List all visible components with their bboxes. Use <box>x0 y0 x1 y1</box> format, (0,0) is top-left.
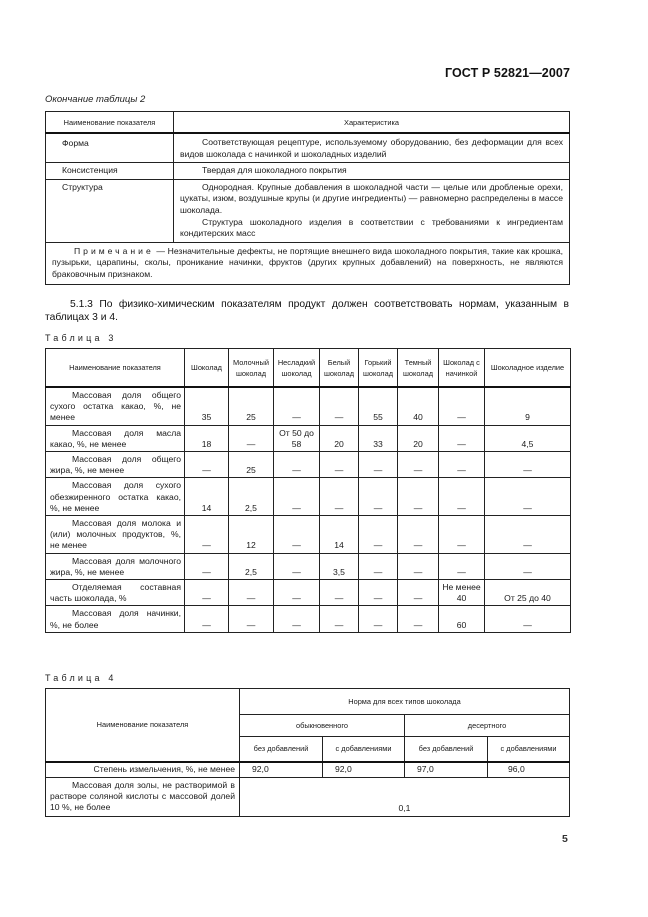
cell: — <box>485 516 571 554</box>
subcol-header: с добавлениями <box>488 737 570 762</box>
cell: — <box>439 425 485 451</box>
table4-subgroup-ordinary: обыкновенного <box>240 715 405 737</box>
subcol-header: с добавлениями <box>323 737 405 762</box>
table2-col-characteristic: Характеристика <box>174 112 570 134</box>
table-row <box>46 762 570 778</box>
cell: — <box>439 516 485 554</box>
row-name: Массовая доля сухого обезжиренного остатка какао, %, не менее <box>50 480 181 513</box>
table-row <box>46 452 571 478</box>
cell: 60 <box>439 606 485 632</box>
cell: 40 <box>398 387 439 425</box>
row-name: Массовая доля масла какао, %, не менее <box>50 427 181 449</box>
row-value-2: Структура шоколадного изделия в соответствии с требованиями к ингредиентам кондитерских масс <box>180 216 563 239</box>
cell: — <box>229 606 274 632</box>
row-name: Массовая доля начинки, %, не более <box>50 608 181 630</box>
row-value: Однородная. Крупные добавления в шоколадной части — целые или дробленые орехи, цукаты, изюм, воздушные крупы (и другие ингредиенты) — равномерно распределены в массе шоколада. <box>180 181 563 215</box>
cell: 25 <box>229 452 274 478</box>
table-row <box>46 478 571 516</box>
cell: 35 <box>185 387 229 425</box>
page-number: 5 <box>562 833 568 845</box>
cell: — <box>398 478 439 516</box>
cell: 25 <box>229 387 274 425</box>
cell: 20 <box>320 425 359 451</box>
row-name: Форма <box>46 133 174 163</box>
table-row <box>46 553 571 579</box>
section-5-1-3 <box>45 298 569 324</box>
cell: — <box>274 516 320 554</box>
cell: — <box>185 580 229 606</box>
table4-col-name: Наименование показателя <box>46 689 240 762</box>
col-header: Молочный шоколад <box>229 349 274 388</box>
cell: — <box>359 478 398 516</box>
col-header: Белый шоколад <box>320 349 359 388</box>
cell: 14 <box>320 516 359 554</box>
cell: — <box>274 387 320 425</box>
table-row <box>46 425 571 451</box>
cell: — <box>439 387 485 425</box>
cell: — <box>229 580 274 606</box>
row-name: Отделяемая составная часть шоколада, % <box>50 582 181 604</box>
row-name: Массовая доля молочного жира, %, не менее <box>50 555 181 577</box>
note-text: — Незначительные дефекты, не портящие внешнего вида шоколадного покрытия, такие как крошка, пузырьки, царапины, сколы, проникание начинки, фруктов (других крупных добавлений) на поверхность, не являются браковочным признаком. <box>52 245 563 279</box>
cell: — <box>320 478 359 516</box>
subcol-header: без добавлений <box>405 737 488 762</box>
table-row <box>46 133 570 163</box>
table2-header-row <box>46 112 570 134</box>
cell: 20 <box>398 425 439 451</box>
col-header: Темный шоколад <box>398 349 439 388</box>
cell: — <box>398 580 439 606</box>
cell: От 50 до 58 <box>274 425 320 451</box>
cell: 97,0 <box>405 762 488 778</box>
col-header: Шоколад <box>185 349 229 388</box>
cell: 0,1 <box>240 778 570 817</box>
cell: — <box>398 606 439 632</box>
table-3 <box>45 348 571 633</box>
cell: От 25 до 40 <box>485 580 571 606</box>
row-name: Массовая доля золы, не растворимой в растворе соляной кислоты с массовой долей 10 %, не более <box>50 780 235 813</box>
cell: 33 <box>359 425 398 451</box>
note-label: Примечание <box>74 245 154 256</box>
cell: 2,5 <box>229 478 274 516</box>
subcol-header: без добавлений <box>240 737 323 762</box>
cell: — <box>439 478 485 516</box>
cell: — <box>185 452 229 478</box>
row-name: Структура <box>46 179 174 242</box>
col-header: Несладкий шоколад <box>274 349 320 388</box>
cell: — <box>274 553 320 579</box>
table-row <box>46 163 570 180</box>
table-row <box>46 179 570 242</box>
cell: — <box>359 580 398 606</box>
cell: 14 <box>185 478 229 516</box>
table-2 <box>45 111 570 285</box>
table3-caption: Таблица 3 <box>45 333 117 343</box>
table2-continuation-caption: Окончание таблицы 2 <box>45 94 146 105</box>
paragraph-text: 5.1.3 По физико-химическим показателям продукт должен соответствовать нормам, указанным в таблицах 3 и 4. <box>45 299 569 323</box>
table4-caption: Таблица 4 <box>45 673 117 683</box>
standard-number: ГОСТ Р 52821—2007 <box>444 66 570 80</box>
cell: — <box>274 606 320 632</box>
cell: — <box>439 553 485 579</box>
cell: — <box>274 452 320 478</box>
row-name: Массовая доля общего сухого остатка какао, %, не менее <box>50 390 181 423</box>
cell: — <box>320 452 359 478</box>
cell: — <box>359 516 398 554</box>
table-row <box>46 580 571 606</box>
cell: — <box>398 452 439 478</box>
table-row <box>46 516 571 554</box>
cell: 92,0 <box>323 762 405 778</box>
cell: — <box>398 553 439 579</box>
cell: — <box>485 452 571 478</box>
cell: — <box>185 606 229 632</box>
cell: — <box>485 606 571 632</box>
table-4 <box>45 688 570 817</box>
cell: — <box>274 580 320 606</box>
cell: 4,5 <box>485 425 571 451</box>
table-row <box>46 387 571 425</box>
cell: 96,0 <box>488 762 570 778</box>
cell: — <box>359 606 398 632</box>
table-row <box>46 778 570 817</box>
cell: 3,5 <box>320 553 359 579</box>
cell: — <box>320 387 359 425</box>
cell: 92,0 <box>240 762 323 778</box>
cell: 55 <box>359 387 398 425</box>
cell: — <box>485 478 571 516</box>
cell: — <box>320 606 359 632</box>
table2-note-row <box>46 242 570 284</box>
cell: 12 <box>229 516 274 554</box>
cell: — <box>485 553 571 579</box>
cell: 2,5 <box>229 553 274 579</box>
cell: 9 <box>485 387 571 425</box>
cell: — <box>359 553 398 579</box>
row-name: Консистенция <box>46 163 174 180</box>
col-header: Шоколад с начинкой <box>439 349 485 388</box>
table4-subgroup-dessert: десертного <box>405 715 570 737</box>
table2-col-name: Наименование показателя <box>46 112 174 134</box>
row-value: Соответствующая рецептуре, используемому оборудованию, без деформации для всех видов шоколада с начинкой и шоколадных изделий <box>180 137 563 159</box>
cell: — <box>185 553 229 579</box>
table4-group-header: Норма для всех типов шоколада <box>240 689 570 715</box>
cell: — <box>185 516 229 554</box>
row-name: Массовая доля молока и (или) молочных продуктов, %, не менее <box>50 518 181 551</box>
table3-header-row <box>46 349 571 388</box>
col-header: Горький шоколад <box>359 349 398 388</box>
cell: — <box>439 452 485 478</box>
table-row <box>46 606 571 632</box>
cell: 18 <box>185 425 229 451</box>
col-header: Шоколадное изделие <box>485 349 571 388</box>
cell: — <box>274 478 320 516</box>
row-name: Массовая доля общего жира, %, не менее <box>50 454 181 476</box>
row-value: Твердая для шоколадного покрытия <box>202 165 347 176</box>
cell: — <box>359 452 398 478</box>
cell: — <box>320 580 359 606</box>
col-header: Наименование показателя <box>46 349 185 388</box>
cell: Не менее 40 <box>439 580 485 606</box>
row-name: Степень измельчения, %, не менее <box>46 762 240 778</box>
cell: — <box>398 516 439 554</box>
cell: — <box>229 425 274 451</box>
